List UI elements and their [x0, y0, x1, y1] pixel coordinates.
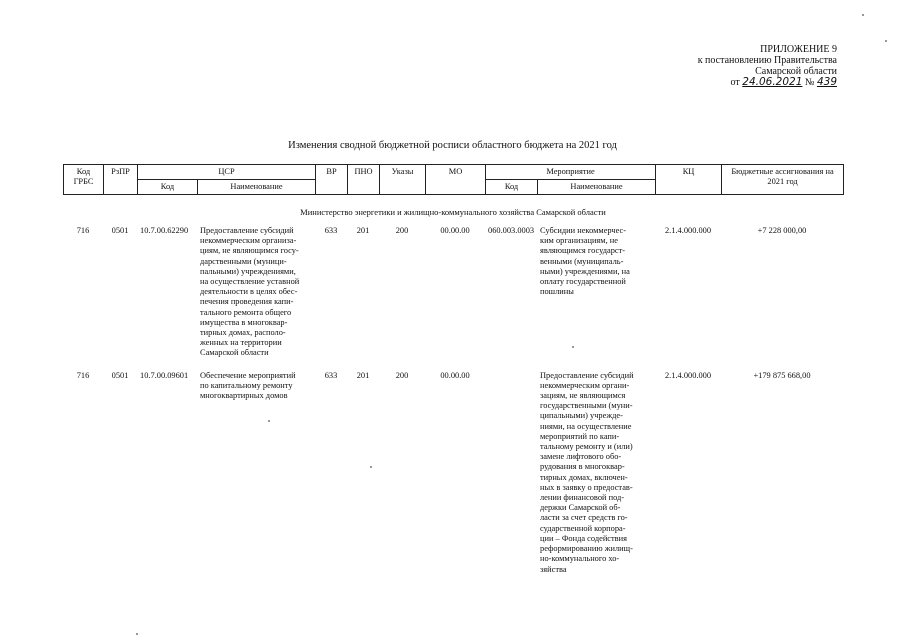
col-kod-grbs: Код ГРБС	[64, 165, 104, 195]
col-mo: МО	[426, 165, 486, 195]
col-assign: Бюджетные ассигнования на 2021 год	[722, 165, 844, 195]
cell-kc: 2.1.4.000.000	[664, 226, 712, 235]
cell-mer-name: Предоставление субсидий некоммерческим органи- зациям, не являющимся государственными (муни- ципальными) учрежде- ниями, на осуществление мероприятий по капи- тальному ремонту и (или) замене лифтового обо- рудования в многоквар- тирных домах, включен- ных в заявку о предостав- лении финансовой под- держки Самарской об- ласти за счет средств го- сударственной корпора- ции – Фонда содействия реформированию жилищ- но-коммунального хо- зяйства	[540, 370, 634, 574]
cell-rzpr: 0501	[111, 226, 129, 235]
table-row	[63, 226, 843, 359]
appendix-date-line	[698, 77, 837, 88]
data-table	[63, 226, 843, 575]
col-rzpr: РзПР	[104, 165, 138, 195]
cell-rzpr: 0501	[111, 370, 129, 380]
col-vr: ВР	[316, 165, 348, 195]
number-prefix: №	[804, 77, 815, 88]
cell-sum: +179 875 668,00	[753, 370, 811, 380]
col-ukazy: Указы	[380, 165, 426, 195]
col-mer-kod: Код	[486, 180, 538, 195]
header-table	[63, 164, 844, 195]
cell-vr: 633	[324, 370, 338, 380]
scan-speck	[268, 420, 270, 422]
cell-kc: 2.1.4.000.000	[664, 370, 712, 380]
cell-sum: +7 228 000,00	[757, 226, 807, 235]
appendix-region: Самарской области	[755, 66, 837, 77]
scan-speck	[862, 14, 864, 16]
cell-grbs: 716	[76, 226, 90, 235]
cell-ukazy: 200	[395, 226, 409, 235]
table-row	[63, 371, 843, 575]
cell-csr-name: Обеспечение мероприятий по капитальному ремонту многоквартирных домов	[200, 370, 296, 401]
appendix-header	[698, 44, 837, 88]
cell-mo: 00.00.00	[440, 370, 470, 380]
scan-speck	[136, 633, 138, 635]
cell-vr: 633	[324, 226, 338, 235]
scan-speck	[572, 346, 574, 348]
appendix-resolution: к постановлению Правительства	[697, 55, 837, 66]
document-title: Изменения сводной бюджетной росписи областного бюджета на 2021 год	[288, 140, 617, 151]
cell-mer-kod: 060.003.0003	[488, 226, 535, 235]
cell-mer-kod	[485, 371, 537, 575]
cell-pno: 201	[356, 370, 370, 380]
cell-grbs: 716	[76, 370, 90, 380]
cell-csr-name: Предоставление субсидий некоммерческим организа- циям, не являющимся госу- дарственными (муници- пальными) учреждениями, на осуществление уставной деятельности в целях обес- печения проведения капи- тального ремонта общего имущества в многоквар- тирных домах, располо- женных на территории Самарской области	[200, 226, 300, 358]
cell-ukazy: 200	[395, 370, 409, 380]
ministry-heading: Министерство энергетики и жилищно-коммунального хозяйства Самарской области	[300, 207, 606, 217]
col-kc: КЦ	[656, 165, 722, 195]
col-meropriyatie: Мероприятие	[486, 165, 656, 180]
cell-mo: 00.00.00	[440, 226, 470, 235]
scan-speck	[885, 40, 887, 42]
resolution-date: 24.06.2021	[742, 76, 803, 88]
cell-pno: 201	[356, 226, 370, 235]
col-pno: ПНО	[348, 165, 380, 195]
cell-mer-name: Субсидии некоммерчес- ким организациям, не являющимся государст- венными (муниципаль- ными) учреждениями, на оплату государственной пошлины	[540, 226, 630, 297]
col-csr: ЦСР	[138, 165, 316, 180]
date-prefix: от	[730, 77, 740, 88]
scan-speck	[370, 466, 372, 468]
col-mer-name: Наименование	[538, 180, 656, 195]
col-csr-name: Наименование	[198, 180, 316, 195]
cell-csr-kod: 10.7.00.09601	[140, 370, 189, 380]
col-csr-kod: Код	[138, 180, 198, 195]
appendix-title: ПРИЛОЖЕНИЕ 9	[760, 44, 837, 55]
cell-csr-kod: 10.7.00.62290	[140, 226, 189, 235]
resolution-number: 439	[816, 76, 837, 88]
